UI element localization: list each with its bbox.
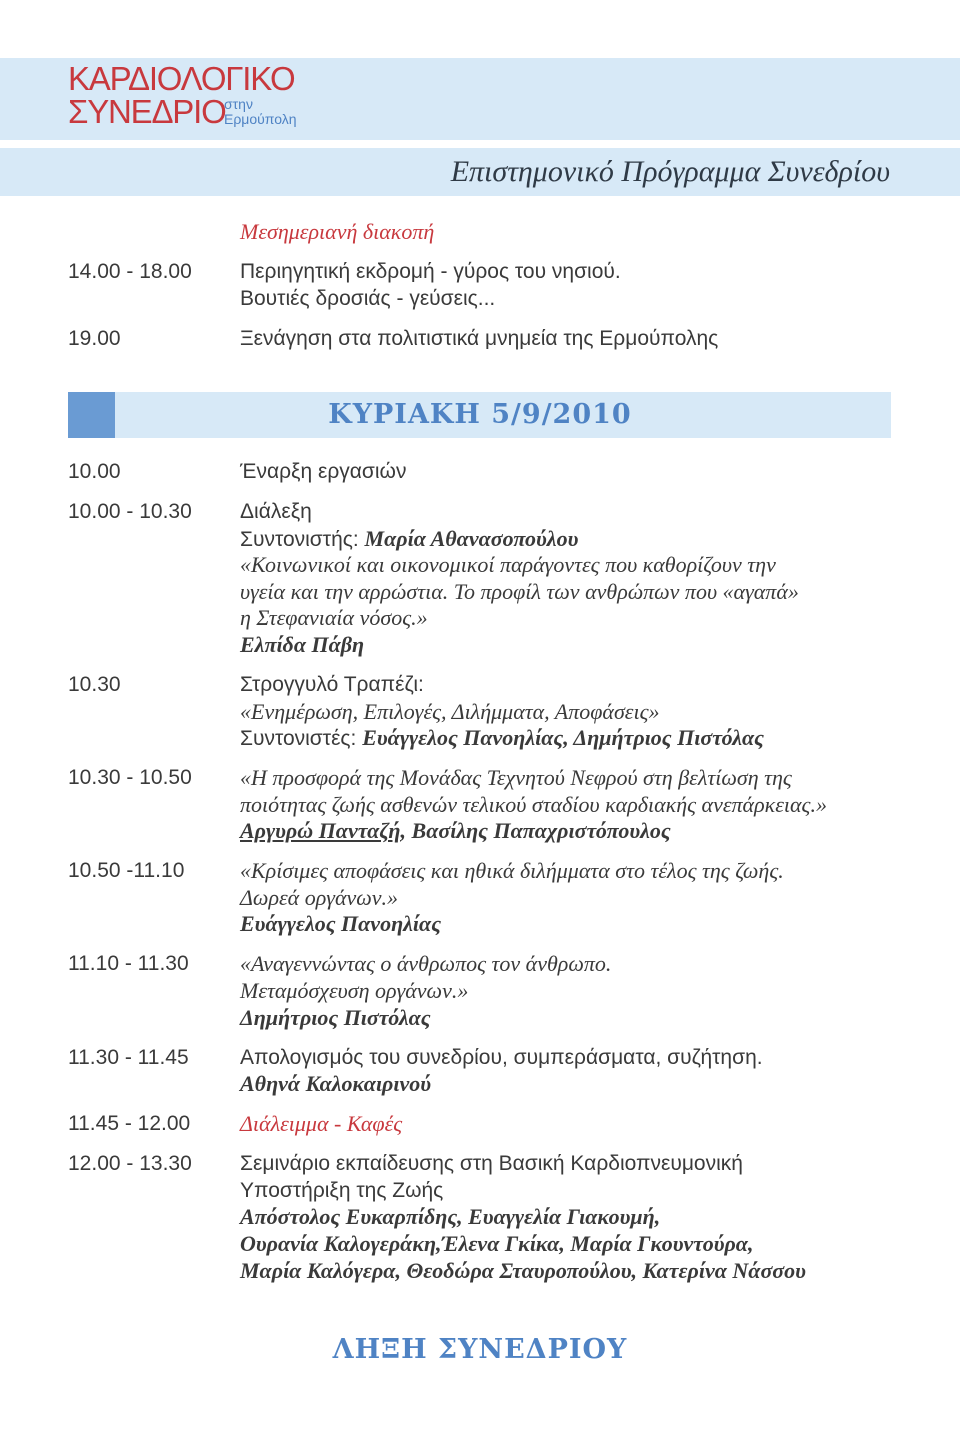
session-content [240,259,890,312]
coffee-break: Διάλειμμα - Καφές [240,1111,403,1137]
session-content [240,1111,890,1138]
session-title: Στρογγυλό Τραπέζι: [240,672,424,696]
session-title-line: Βουτιές δροσιάς - γεύσεις... [240,286,496,310]
session-content [240,951,890,1031]
instructors-line: Ουρανία Καλογεράκη,Έλενα Γκίκα, Μαρία Γκουντούρα, [240,1230,754,1256]
program-title: Επιστημονικό Πρόγραμμα Συνεδρίου [450,155,890,188]
session-row [68,858,898,938]
session-time: 10.30 [68,672,121,696]
talk-title-line: ποιότητας ζωής ασθενών τελικού σταδίου καρδιακής ανεπάρκειας.» [240,791,827,817]
talk-title-line: Μεταμόσχευση οργάνων.» [240,978,469,1004]
talk-title-line: Δωρεά οργάνων.» [240,884,399,910]
session-title: Διάλεξη [240,499,312,523]
session-time: 19.00 [68,326,121,350]
talk-title-line: η Στεφανιαία νόσος.» [240,605,428,631]
session-row [68,259,898,312]
speaker-name: Δημήτριος Πιστόλας [240,1004,431,1030]
session-row [68,1151,898,1284]
moderator-name: Μαρία Αθανασοπούλου [364,525,579,551]
session-time: 12.00 - 13.30 [68,1152,192,1176]
lunch-break: Μεσημεριανή διακοπή [240,219,435,244]
session-time: 11.10 - 11.30 [68,952,189,976]
session-content [240,219,890,246]
day-heading-text: ΚΥΡΙΑΚΗ 5/9/2010 [328,399,632,430]
speakers-line [240,818,890,845]
session-row [68,672,898,752]
session-content [240,499,890,659]
talk-title-line: υγεία και την αρρώστια. Το προφίλ των ανθρώπων που «αγαπά» [240,578,799,604]
moderator-label: Συντονιστής: [240,527,359,551]
session-row [68,1045,898,1098]
talk-title-line: «Κρίσιμες αποφάσεις και ηθικά διλήμματα στο τέλος της ζωής. [240,858,784,884]
session-time: 10.00 - 10.30 [68,499,192,523]
moderator-line [240,526,890,553]
session-time: 10.30 - 10.50 [68,766,192,790]
day-heading [0,392,960,438]
session-title: Έναρξη εργασιών [240,460,407,483]
speaker-name: Ευάγγελος Πανοηλίας [240,911,441,937]
logo-line-1: ΚΑΡΔΙΟΛΟΓΙΚΟ [68,60,295,97]
moderator-names: Ευάγγελος Πανοηλίας, Δημήτριος Πιστόλας [362,725,764,751]
previous-day-program [68,219,898,366]
moderator-line [240,725,890,752]
session-row [68,499,898,659]
title-band [0,148,960,196]
logo-line-2: ΣΥΝΕΔΡΙΟ [68,93,226,130]
time-spacer [68,219,240,246]
instructors-line: Απόστολος Ευκαρπίδης, Ευαγγελία Γιακουμή, [240,1204,661,1230]
session-row [68,459,898,486]
moderator-label: Συντονιστές: [240,727,357,751]
session-row [68,1111,898,1138]
session-title-line: Σεμινάριο εκπαίδευσης στη Βασική Καρδιοπνευμονική [240,1152,743,1176]
session-content [240,765,890,845]
session-content [240,672,890,752]
speaker-name: Αθηνά Καλοκαιρινού [240,1071,432,1097]
logo-tag-line-1: στην [224,96,253,112]
speaker-name: , Βασίλης Παπαχριστόπουλος [400,818,671,844]
session-row [68,765,898,845]
session-row [68,951,898,1031]
session-time: 10.50 -11.10 [68,859,185,883]
session-title-line: Περιηγητική εκδρομή - γύρος του νησιού. [240,259,621,283]
session-content [240,459,890,486]
session-row [68,326,898,353]
instructors-line: Μαρία Καλόγερα, Θεοδώρα Σταυροπούλου, Κατερίνα Νάσσου [240,1257,806,1283]
logo-tagline [224,97,297,127]
session-content [240,1045,890,1098]
session-content [240,858,890,938]
session-content [240,326,890,353]
speaker-name: Ελπίδα Πάβη [240,631,365,657]
session-title: Απολογισμός του συνεδρίου, συμπεράσματα, συζήτηση. [240,1045,763,1069]
speaker-name-underlined: Αργυρώ Πανταζή [240,818,401,844]
talk-title-line: «Αναγεννώντας ο άνθρωπος τον άνθρωπο. [240,951,612,977]
session-row [68,219,898,246]
session-time: 11.45 - 12.00 [68,1112,191,1136]
sunday-program [68,459,898,1298]
logo-tag-line-2: Ερμούπολη [224,111,297,127]
session-time: 11.30 - 11.45 [68,1045,189,1069]
session-title-line: Υποστήριξη της Ζωής [240,1178,444,1202]
closing-heading: ΛΗΞΗ ΣΥΝΕΔΡΙΟΥ [332,1334,628,1365]
session-time: 10.00 [68,460,121,483]
session-title-line: Ξενάγηση στα πολιτιστικά μνημεία της Ερμούπολης [240,326,719,350]
talk-title-line: «Η προσφορά της Μονάδας Τεχνητού Νεφρού στη βελτίωση της [240,765,792,791]
session-time: 14.00 - 18.00 [68,259,192,283]
session-content [240,1151,890,1284]
talk-title-line: «Ενημέρωση, Επιλογές, Διλήμματα, Αποφάσεις» [240,698,660,724]
talk-title-line: «Κοινωνικοί και οικονομικοί παράγοντες που καθορίζουν την [240,552,776,578]
